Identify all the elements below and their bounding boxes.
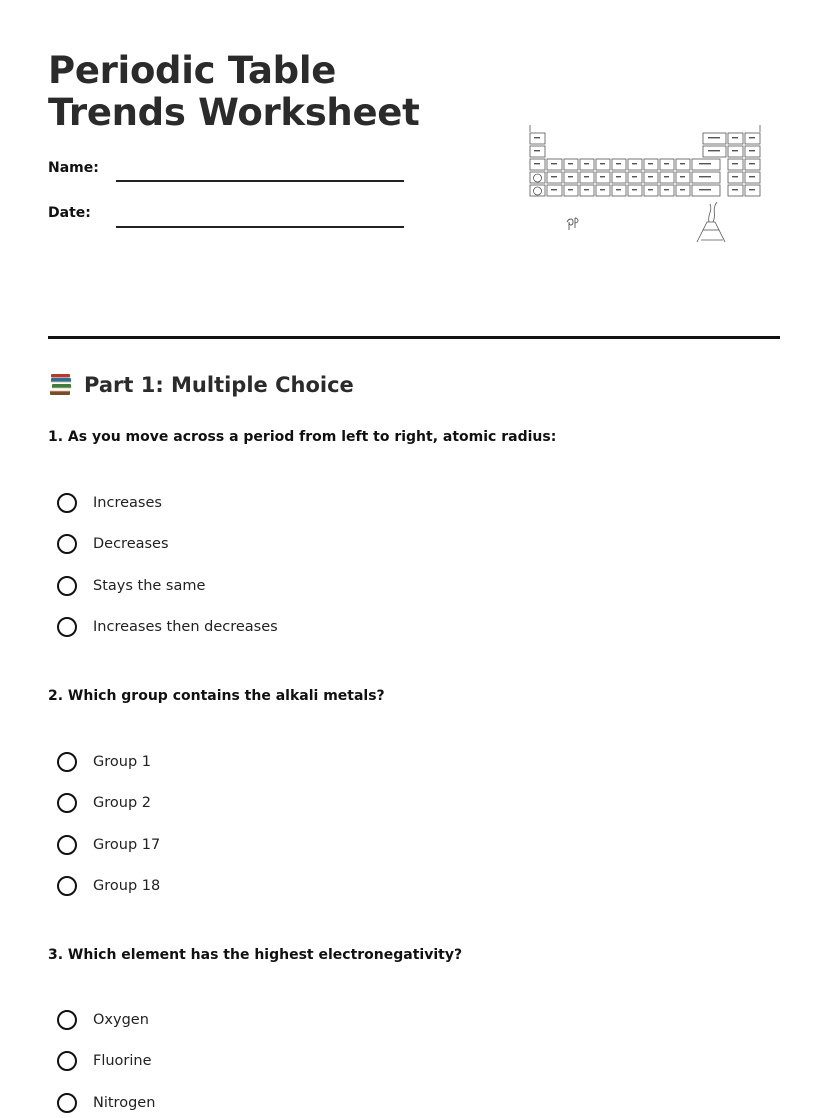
books-icon <box>48 372 74 398</box>
radio-button[interactable] <box>57 1010 77 1030</box>
name-line[interactable] <box>116 180 404 182</box>
q2-option-1[interactable] <box>57 749 151 775</box>
q2-option-4[interactable] <box>57 873 160 899</box>
q1-option-4[interactable] <box>57 614 278 640</box>
q1-option-2[interactable] <box>57 531 169 557</box>
option-label: Group 1 <box>93 754 151 770</box>
radio-button[interactable] <box>57 1093 77 1113</box>
radio-button[interactable] <box>57 617 77 637</box>
part1-header <box>48 372 354 398</box>
q1-option-1[interactable] <box>57 490 162 516</box>
radio-button[interactable] <box>57 876 77 896</box>
periodic-table-illustration <box>527 122 763 248</box>
option-label: Oxygen <box>93 1012 149 1028</box>
question-2: 2. Which group contains the alkali metals? <box>48 688 385 704</box>
option-label: Increases then decreases <box>93 619 278 635</box>
option-label: Group 17 <box>93 837 161 853</box>
radio-button[interactable] <box>57 835 77 855</box>
radio-button[interactable] <box>57 752 77 772</box>
radio-button[interactable] <box>57 576 77 596</box>
q3-option-3[interactable] <box>57 1090 155 1116</box>
option-label: Increases <box>93 495 162 511</box>
question-1: 1. As you move across a period from left to right, atomic radius: <box>48 429 557 445</box>
worksheet-title: Periodic Table Trends Worksheet <box>48 49 420 134</box>
section-divider <box>48 336 780 339</box>
radio-button[interactable] <box>57 1051 77 1071</box>
question-3: 3. Which element has the highest electronegativity? <box>48 947 463 963</box>
part1-title: Part 1: Multiple Choice <box>84 373 354 397</box>
q3-option-1[interactable] <box>57 1007 149 1033</box>
date-line[interactable] <box>116 226 404 228</box>
option-label: Group 2 <box>93 795 151 811</box>
name-label: Name: <box>48 160 99 176</box>
radio-button[interactable] <box>57 493 77 513</box>
q1-option-3[interactable] <box>57 573 205 599</box>
date-label: Date: <box>48 205 91 221</box>
q2-option-3[interactable] <box>57 832 160 858</box>
q3-option-2[interactable] <box>57 1048 152 1074</box>
option-label: Decreases <box>93 536 169 552</box>
q2-option-2[interactable] <box>57 790 151 816</box>
radio-button[interactable] <box>57 793 77 813</box>
option-label: Group 18 <box>93 878 161 894</box>
option-label: Stays the same <box>93 578 206 594</box>
radio-button[interactable] <box>57 534 77 554</box>
option-label: Fluorine <box>93 1053 152 1069</box>
option-label: Nitrogen <box>93 1095 156 1111</box>
